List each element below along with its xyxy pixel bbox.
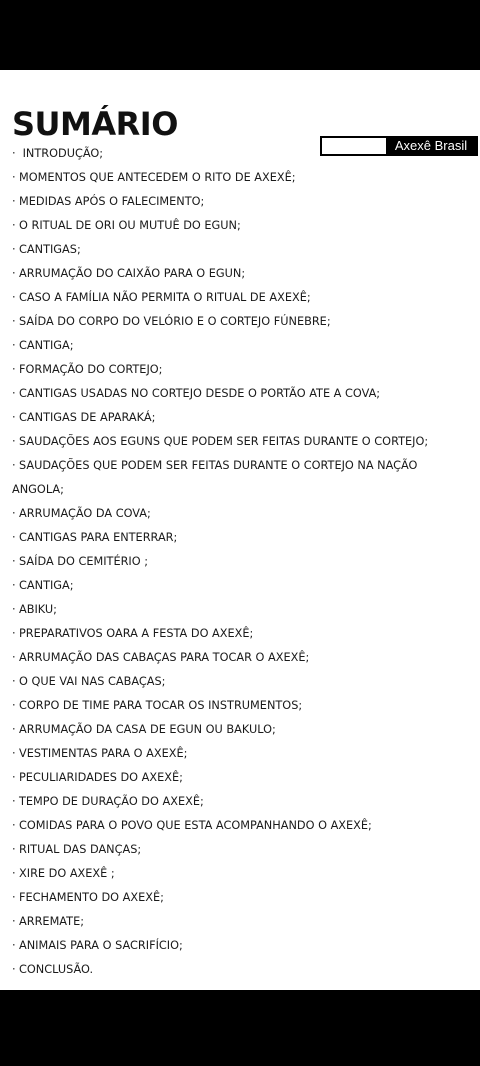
toc-item	[12, 934, 468, 958]
bullet-icon: ·	[12, 387, 16, 400]
page-title: SUMÁRIO	[12, 105, 178, 143]
toc-item-text: ANIMAIS PARA O SACRIFÍCIO;	[19, 939, 183, 952]
toc-item	[12, 190, 468, 214]
toc-item	[12, 406, 468, 430]
bullet-icon: ·	[12, 915, 16, 928]
bullet-icon: ·	[12, 939, 16, 952]
toc-item	[12, 286, 468, 310]
toc-item-text: XIRE DO AXEXÊ ;	[19, 867, 115, 880]
toc-item-text: CANTIGA;	[19, 339, 74, 352]
bullet-icon: ·	[12, 195, 16, 208]
toc-item-text: PREPARATIVOS OARA A FESTA DO AXEXÊ;	[19, 627, 254, 640]
toc-item	[12, 910, 468, 934]
toc-item	[12, 670, 468, 694]
toc-item	[12, 598, 468, 622]
toc-item	[12, 550, 468, 574]
bullet-icon: ·	[12, 435, 16, 448]
toc-item-text: RITUAL DAS DANÇAS;	[19, 843, 142, 856]
toc-item-text: ARRUMAÇÃO DA COVA;	[19, 507, 151, 520]
bullet-icon: ·	[12, 747, 16, 760]
toc-item	[12, 526, 468, 550]
bullet-icon: ·	[12, 459, 16, 472]
toc-item-text: ARREMATE;	[19, 915, 85, 928]
toc-item	[12, 742, 468, 766]
toc-item-text: PECULIARIDADES DO AXEXÊ;	[19, 771, 183, 784]
toc-item	[12, 838, 468, 862]
toc-item	[12, 862, 468, 886]
bullet-icon: ·	[12, 843, 16, 856]
bullet-icon: ·	[12, 291, 16, 304]
toc-item	[12, 166, 468, 190]
toc-item	[12, 142, 468, 166]
toc-item-text: SAÍDA DO CEMITÉRIO ;	[19, 555, 149, 568]
toc-item-text: ABIKU;	[19, 603, 57, 616]
toc-item-text: O QUE VAI NAS CABAÇAS;	[19, 675, 166, 688]
toc-item-text: FECHAMENTO DO AXEXÊ;	[19, 891, 164, 904]
bullet-icon: ·	[12, 651, 16, 664]
toc-item	[12, 262, 468, 286]
bullet-icon: ·	[12, 555, 16, 568]
bullet-icon: ·	[12, 507, 16, 520]
toc-item-text: COMIDAS PARA O POVO QUE ESTA ACOMPANHANDO O AXEXÊ;	[19, 819, 372, 832]
toc-item	[12, 622, 468, 646]
bullet-icon: ·	[12, 267, 16, 280]
toc-item	[12, 238, 468, 262]
toc-item-text: INTRODUÇÃO;	[19, 147, 104, 160]
toc-item-text: MOMENTOS QUE ANTECEDEM O RITO DE AXEXÊ;	[19, 171, 296, 184]
bullet-icon: ·	[12, 699, 16, 712]
bullet-icon: ·	[12, 243, 16, 256]
toc-item-text: CANTIGAS;	[19, 243, 81, 256]
bottom-black-bar	[0, 990, 480, 1066]
toc-item	[12, 334, 468, 358]
bullet-icon: ·	[12, 771, 16, 784]
toc-item-text: CANTIGAS PARA ENTERRAR;	[19, 531, 178, 544]
toc-item-text: SAÍDA DO CORPO DO VELÓRIO E O CORTEJO FÚNEBRE;	[19, 315, 331, 328]
table-of-contents	[12, 142, 468, 982]
toc-item	[12, 430, 468, 454]
toc-item	[12, 574, 468, 598]
bullet-icon: ·	[12, 531, 16, 544]
bullet-icon: ·	[12, 411, 16, 424]
toc-item-text: CORPO DE TIME PARA TOCAR OS INSTRUMENTOS;	[19, 699, 303, 712]
toc-item-text: CANTIGAS DE APARAKÁ;	[19, 411, 156, 424]
bullet-icon: ·	[12, 819, 16, 832]
toc-item-text: ARRUMAÇÃO DA CASA DE EGUN OU BAKULO;	[19, 723, 276, 736]
toc-item	[12, 694, 468, 718]
toc-item	[12, 718, 468, 742]
toc-item-text: SAUDAÇÕES QUE PODEM SER FEITAS DURANTE O CORTEJO NA NAÇÃO ANGOLA;	[12, 459, 418, 496]
top-black-bar	[0, 0, 480, 70]
toc-item	[12, 958, 468, 982]
bullet-icon: ·	[12, 147, 16, 160]
toc-item	[12, 358, 468, 382]
toc-item	[12, 766, 468, 790]
toc-item	[12, 454, 468, 502]
bullet-icon: ·	[12, 603, 16, 616]
toc-item-text: ARRUMAÇÃO DO CAIXÃO PARA O EGUN;	[19, 267, 246, 280]
toc-item	[12, 646, 468, 670]
bullet-icon: ·	[12, 219, 16, 232]
toc-item-text: CONCLUSÃO.	[19, 963, 94, 976]
toc-item-text: FORMAÇÃO DO CORTEJO;	[19, 363, 163, 376]
toc-item-text: CANTIGA;	[19, 579, 74, 592]
bullet-icon: ·	[12, 795, 16, 808]
toc-item	[12, 886, 468, 910]
toc-item-text: VESTIMENTAS PARA O AXEXÊ;	[19, 747, 188, 760]
toc-item-text: CANTIGAS USADAS NO CORTEJO DESDE O PORTÃO ATE A COVA;	[19, 387, 381, 400]
toc-item	[12, 502, 468, 526]
bullet-icon: ·	[12, 315, 16, 328]
bullet-icon: ·	[12, 675, 16, 688]
bullet-icon: ·	[12, 579, 16, 592]
toc-item	[12, 214, 468, 238]
toc-item-text: MEDIDAS APÓS O FALECIMENTO;	[19, 195, 205, 208]
toc-item-text: CASO A FAMÍLIA NÃO PERMITA O RITUAL DE AXEXÊ;	[19, 291, 311, 304]
bullet-icon: ·	[12, 171, 16, 184]
toc-item-text: O RITUAL DE ORI OU MUTUÊ DO EGUN;	[19, 219, 241, 232]
toc-item-text: SAUDAÇÕES AOS EGUNS QUE PODEM SER FEITAS DURANTE O CORTEJO;	[19, 435, 429, 448]
toc-item	[12, 790, 468, 814]
bullet-icon: ·	[12, 891, 16, 904]
toc-item	[12, 382, 468, 406]
toc-item-text: TEMPO DE DURAÇÃO DO AXEXÊ;	[19, 795, 204, 808]
brand-label: Axexê Brasil	[386, 138, 476, 154]
bullet-icon: ·	[12, 723, 16, 736]
toc-item	[12, 814, 468, 838]
bullet-icon: ·	[12, 339, 16, 352]
bullet-icon: ·	[12, 363, 16, 376]
bullet-icon: ·	[12, 867, 16, 880]
bullet-icon: ·	[12, 963, 16, 976]
toc-item	[12, 310, 468, 334]
bullet-icon: ·	[12, 627, 16, 640]
document-page	[0, 70, 480, 990]
toc-item-text: ARRUMAÇÃO DAS CABAÇAS PARA TOCAR O AXEXÊ;	[19, 651, 310, 664]
